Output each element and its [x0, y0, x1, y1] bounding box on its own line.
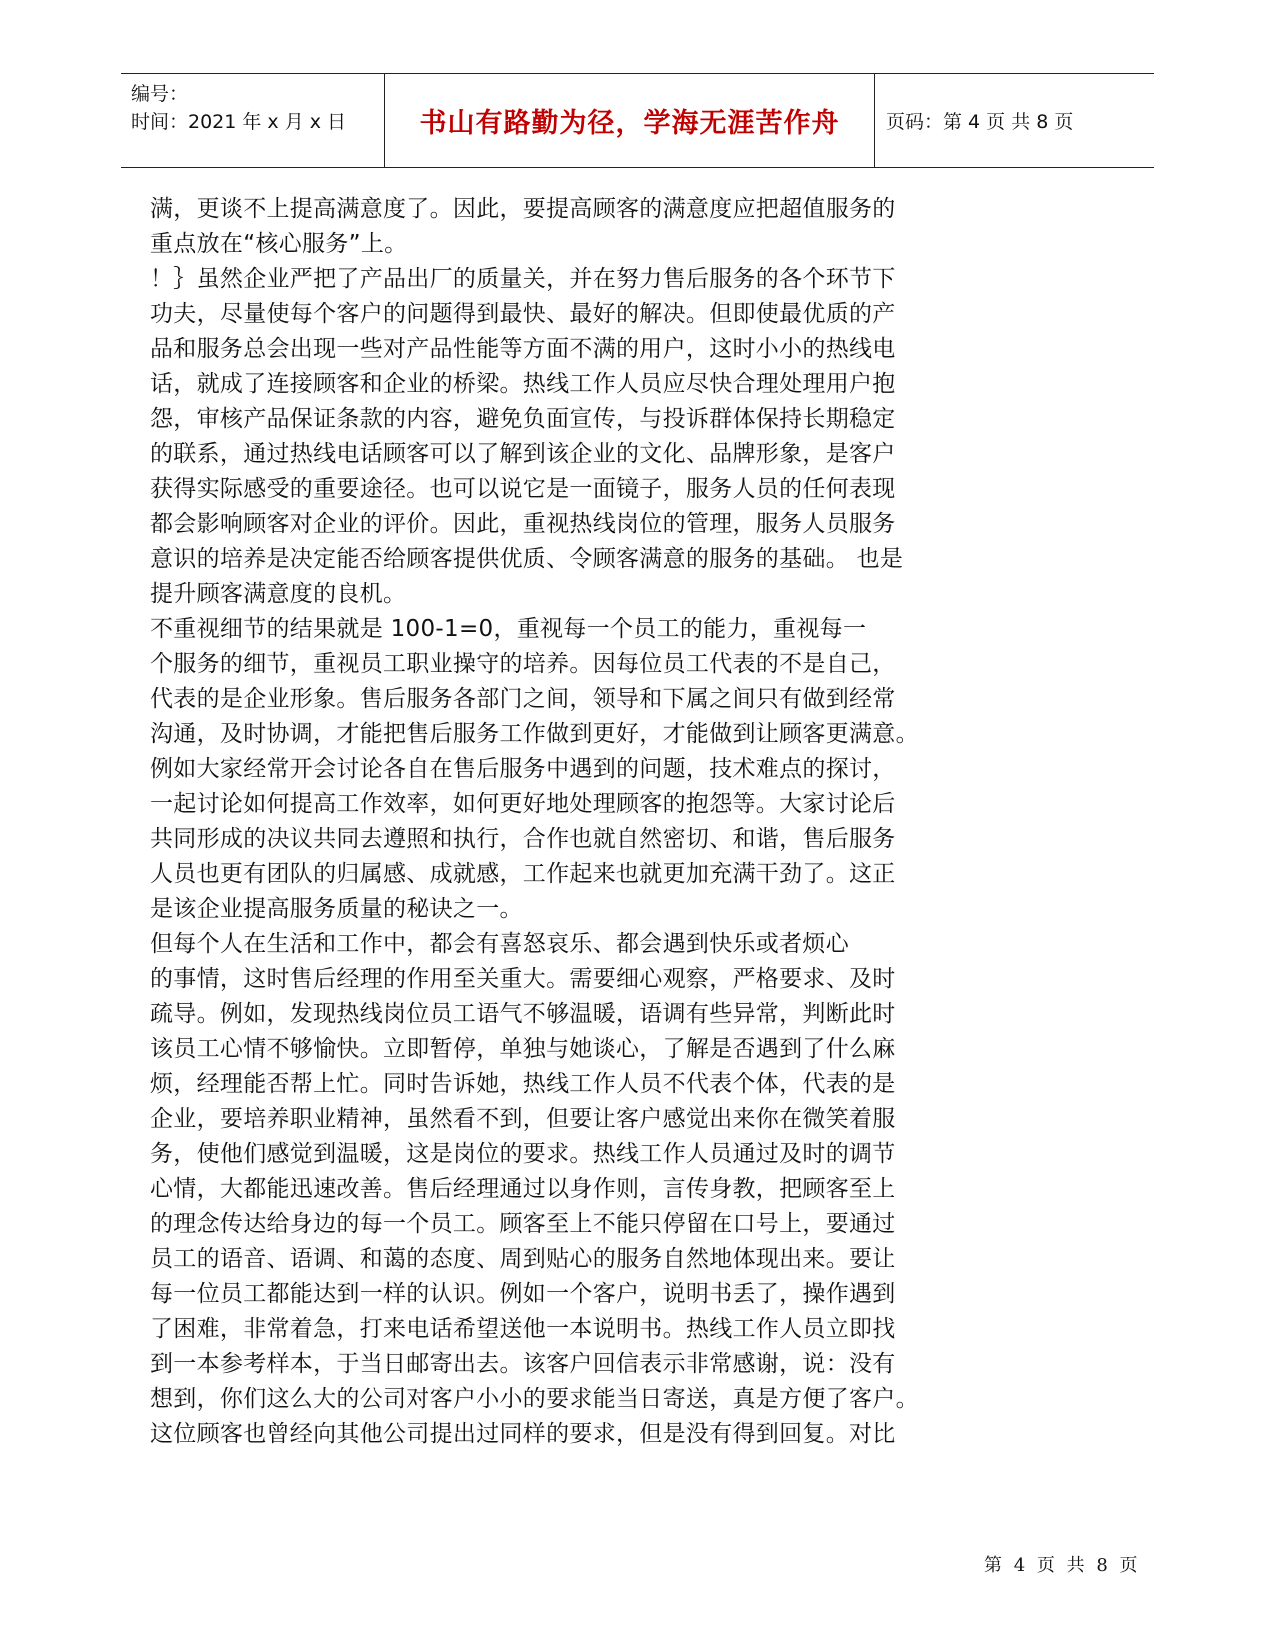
text-line: 烦，经理能否帮上忙。同时告诉她，热线工作人员不代表个体，代表的是 [150, 1071, 896, 1097]
text-line: 意识的培养是决定能否给顾客提供优质、令顾客满意的服务的基础。 也是 [150, 546, 904, 572]
text-line: 务，使他们感觉到温暖，这是岗位的要求。热线工作人员通过及时的调节 [150, 1141, 896, 1167]
header-divider [874, 74, 875, 167]
header-meta [131, 80, 371, 136]
text-line: 提升顾客满意度的良机。 [150, 581, 407, 607]
body-text [150, 192, 962, 1452]
text-line: 沟通，及时协调，才能把售后服务工作做到更好，才能做到让顾客更满意。 [150, 721, 919, 747]
text-line: 代表的是企业形象。售后服务各部门之间，领导和下属之间只有做到经常 [150, 686, 896, 712]
text-line: 想到，你们这么大的公司对客户小小的要求能当日寄送，真是方便了客户。 [150, 1386, 919, 1412]
text-line: 的理念传达给身边的每一个员工。顾客至上不能只停留在口号上，要通过 [150, 1211, 896, 1237]
text-line: 都会影响顾客对企业的评价。因此，重视热线岗位的管理，服务人员服务 [150, 511, 896, 537]
text-line: 员工的语音、语调、和蔼的态度、周到贴心的服务自然地体现出来。要让 [150, 1246, 896, 1272]
text-line: 重点放在“核心服务”上。 [150, 231, 408, 257]
text-line: 该员工心情不够愉快。立即暂停，单独与她谈心，了解是否遇到了什么麻 [150, 1036, 896, 1062]
text-line: 功夫，尽量使每个客户的问题得到最快、最好的解决。但即使最优质的产 [150, 301, 896, 327]
text-line: ！｝虽然企业严把了产品出厂的质量关，并在努力售后服务的各个环节下 [150, 266, 896, 292]
document-time-label: 时间：2021 年 x 月 x 日 [131, 111, 347, 133]
header-page-code: 页码：第 4 页 共 8 页 [886, 111, 1074, 133]
text-line: 的联系，通过热线电话顾客可以了解到该企业的文化、品牌形象，是客户 [150, 441, 896, 467]
text-line: 但每个人在生活和工作中，都会有喜怒哀乐、都会遇到快乐或者烦心 [150, 931, 849, 957]
text-line: 每一位员工都能达到一样的认识。例如一个客户，说明书丢了，操作遇到 [150, 1281, 896, 1307]
document-number-label: 编号： [131, 83, 189, 105]
text-line: 一起讨论如何提高工作效率，如何更好地处理顾客的抱怨等。大家讨论后 [150, 791, 896, 817]
text-line: 是该企业提高服务质量的秘诀之一。 [150, 896, 523, 922]
text-line: 心情，大都能迅速改善。售后经理通过以身作则，言传身教，把顾客至上 [150, 1176, 896, 1202]
page-footer: 第 4 页 共 8 页 [984, 1555, 1141, 1576]
text-line: 共同形成的决议共同去遵照和执行，合作也就自然密切、和谐，售后服务 [150, 826, 896, 852]
text-line: 不重视细节的结果就是 100-1=0，重视每一个员工的能力，重视每一 [150, 616, 867, 642]
text-line: 这位顾客也曾经向其他公司提出过同样的要求，但是没有得到回复。对比 [150, 1421, 896, 1447]
text-line: 人员也更有团队的归属感、成就感，工作起来也就更加充满干劲了。这正 [150, 861, 896, 887]
text-line: 个服务的细节，重视员工职业操守的培养。因每位员工代表的不是自己， [150, 651, 896, 677]
text-line: 企业，要培养职业精神，虽然看不到，但要让客户感觉出来你在微笑着服 [150, 1106, 896, 1132]
text-line: 获得实际感受的重要途径。也可以说它是一面镜子，服务人员的任何表现 [150, 476, 896, 502]
text-line: 满，更谈不上提高满意度了。因此，要提高顾客的满意度应把超值服务的 [150, 196, 896, 222]
text-line: 了困难，非常着急，打来电话希望送他一本说明书。热线工作人员立即找 [150, 1316, 896, 1342]
page-header [121, 73, 1154, 168]
text-line: 到一本参考样本，于当日邮寄出去。该客户回信表示非常感谢，说：没有 [150, 1351, 896, 1377]
text-line: 的事情，这时售后经理的作用至关重大。需要细心观察，严格要求、及时 [150, 966, 896, 992]
text-line: 话，就成了连接顾客和企业的桥梁。热线工作人员应尽快合理处理用户抱 [150, 371, 896, 397]
text-line: 品和服务总会出现一些对产品性能等方面不满的用户，这时小小的热线电 [150, 336, 896, 362]
text-line: 例如大家经常开会讨论各自在售后服务中遇到的问题，技术难点的探讨， [150, 756, 896, 782]
text-line: 怨，审核产品保证条款的内容，避免负面宣传，与投诉群体保持长期稳定 [150, 406, 896, 432]
text-line: 疏导。例如，发现热线岗位员工语气不够温暖，语调有些异常，判断此时 [150, 1001, 896, 1027]
header-motto: 书山有路勤为径，学海无涯苦作舟 [419, 108, 840, 139]
